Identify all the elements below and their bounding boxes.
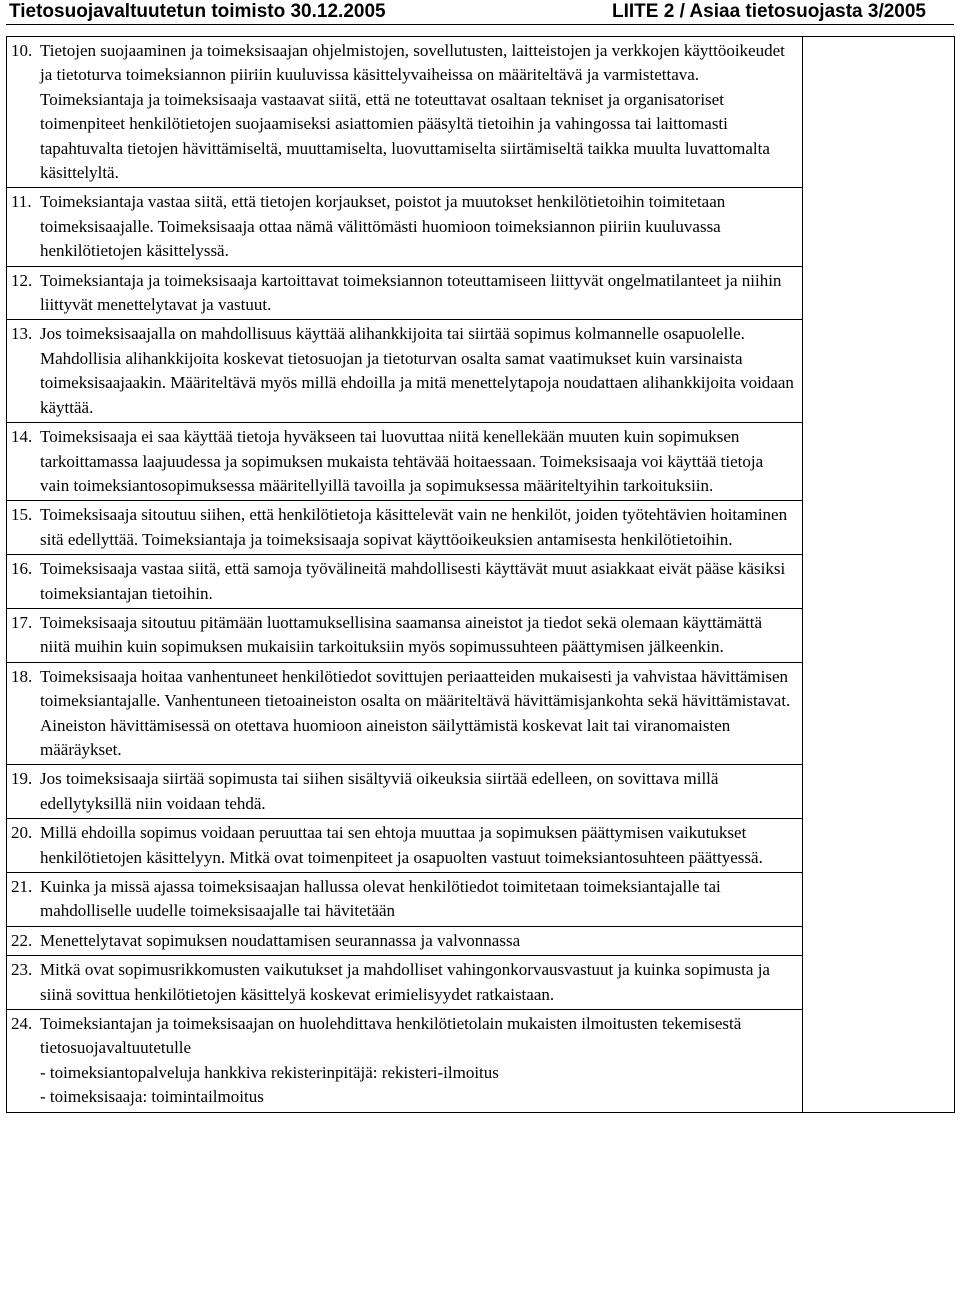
list-item bbox=[7, 267, 802, 320]
item-cell bbox=[7, 662, 803, 765]
item-cell bbox=[7, 501, 803, 555]
item-cell bbox=[7, 819, 803, 873]
item-cell bbox=[7, 555, 803, 609]
item-cell bbox=[7, 873, 803, 927]
item-number: 22. bbox=[11, 930, 33, 950]
item-cell bbox=[7, 188, 803, 266]
list-item bbox=[7, 765, 802, 818]
item-text: Toimeksisaaja sitoutuu siihen, että henkilötietoja käsittelevät vain ne henkilöt, joiden työtehtävien hoitaminen sitä edellyttää. Toimeksiantaja ja toimeksisaaja sopivat käyttöoikeuksien antamisesta henkilötietoihin. bbox=[40, 505, 788, 549]
item-text: Kuinka ja missä ajassa toimeksisaajan hallussa olevat henkilötiedot toimitetaan toimeksiantajalle tai mahdolliselle uudelle toimeksisaajalle tai hävitetään bbox=[40, 877, 721, 921]
right-blank-cell bbox=[803, 37, 955, 1113]
item-sub-line: - toimeksisaaja: toimintailmoitus bbox=[40, 1087, 264, 1107]
item-text: Toimeksisaaja sitoutuu pitämään luottamuksellisina saamansa aineistot ja tiedot sekä olemaan käyttämättä niitä muihin kuin sopimuksen mukaisiin tarkoituksiin myös sopimussuhteen päättymisen jälkeenkin. bbox=[40, 612, 763, 657]
item-number: 18. bbox=[11, 666, 33, 686]
item-cell bbox=[7, 266, 803, 320]
list-item bbox=[7, 927, 802, 955]
list-item bbox=[7, 609, 802, 662]
item-cell bbox=[7, 423, 803, 501]
item-cell bbox=[7, 320, 803, 423]
list-item bbox=[7, 188, 802, 265]
list-item bbox=[7, 423, 802, 500]
item-number: 24. bbox=[11, 1014, 33, 1034]
list-item bbox=[7, 873, 802, 926]
item-number: 21. bbox=[11, 877, 33, 896]
table-row bbox=[7, 37, 955, 188]
item-text: Mitkä ovat sopimusrikkomusten vaikutukset ja mahdolliset vahingonkorvausvastuut ja kuinka sopimusta ja siinä sovittua henkilötietojen käsittelyä koskevat erimielisyydet ratkaistaan. bbox=[40, 960, 770, 1004]
page-header bbox=[0, 0, 960, 30]
list-item bbox=[7, 1010, 802, 1112]
item-cell bbox=[7, 37, 803, 188]
header-rule bbox=[6, 24, 954, 25]
item-cell bbox=[7, 1010, 803, 1113]
item-number: 10. bbox=[11, 41, 33, 60]
item-number: 12. bbox=[11, 270, 33, 290]
item-text: Jos toimeksisaaja siirtää sopimusta tai siihen sisältyviä oikeuksia siirtää edelleen, on sovittava millä edellytyksillä niin voidaan tehdä. bbox=[40, 769, 719, 813]
item-cell bbox=[7, 765, 803, 819]
item-number: 11. bbox=[11, 192, 32, 212]
item-cell bbox=[7, 608, 803, 662]
item-number: 19. bbox=[11, 769, 33, 789]
list-item bbox=[7, 555, 802, 608]
item-number: 16. bbox=[11, 559, 33, 579]
item-text: Menettelytavat sopimuksen noudattamisen seurannassa ja valvonnassa bbox=[40, 930, 521, 950]
header-right-text: LIITE 2 / Asiaa tietosuojasta 3/2005 bbox=[612, 1, 926, 22]
item-text: Toimeksiantajan ja toimeksisaajan on huolehdittava henkilötietolain mukaisten ilmoitusten tekemisestä tietosuojavaltuutetulle bbox=[40, 1014, 742, 1058]
item-text: Toimeksisaaja hoitaa vanhentuneet henkilötiedot sovittujen periaatteiden mukaisesti ja vahvistaa hävittämisen toimeksiantajalle. Vanhentuneen tietoaineiston osalta on määriteltävä hävittämisjankohta sekä hävittämistavat. Aineiston hävittämisessä on otettava huomioon aineiston säilyttämistä koskevat lait tai viranomaisten määräykset. bbox=[40, 666, 791, 759]
item-number: 14. bbox=[11, 427, 33, 447]
item-text: Millä ehdoilla sopimus voidaan peruuttaa tai sen ehtoja muuttaa ja sopimuksen päättymisen vaikutukset henkilötietojen käsittelyyn. Mitkä ovat toimenpiteet ja osapuolten vastuut toimeksiantosuhteen päättyessä. bbox=[40, 823, 763, 867]
checklist-table bbox=[6, 36, 955, 1113]
item-text: Toimeksisaaja ei saa käyttää tietoja hyväkseen tai luovuttaa niitä kenellekään muuten kuin sopimuksen tarkoittamassa laajuudessa ja sopimuksen mukaista tehtävää hoitaessaan. Toimeksisaaja voi käyttää tietoja vain toimeksiantosopimuksessa määritellyillä tavoilla ja sopimuksessa määriteltyihin tarkoituksiin. bbox=[40, 427, 764, 495]
list-item bbox=[7, 819, 802, 872]
item-text: Toimeksiantaja vastaa siitä, että tietojen korjaukset, poistot ja muutokset henkilötietoihin toimitetaan toimeksisaajalle. Toimeksisaaja ottaa nämä välittömästi huomioon toimeksiannon piiriin kuuluvassa henkilötietojen käsittelyssä. bbox=[40, 192, 726, 261]
item-number: 20. bbox=[11, 823, 33, 843]
list-item bbox=[7, 956, 802, 1009]
item-text: Toimeksiantaja ja toimeksisaaja kartoittavat toimeksiannon toteuttamiseen liittyvät ongelmatilanteet ja niihin liittyvät menettelytavat ja vastuut. bbox=[40, 270, 782, 315]
list-item bbox=[7, 663, 802, 765]
item-cell bbox=[7, 926, 803, 955]
list-item bbox=[7, 37, 802, 187]
item-number: 15. bbox=[11, 505, 33, 525]
item-text: Jos toimeksisaajalla on mahdollisuus käyttää alihankkijoita tai siirtää sopimus kolmannelle osapuolelle. Mahdollisia alihankkijoita koskevat tietosuojan ja tietoturvan osalta samat vaatimukset kuin varsinaista toimeksisaajaakin. Määriteltävä myös millä ehdoilla ja mitä menettelytapoja noudattaen alihankkijoita voidaan käyttää. bbox=[40, 324, 794, 417]
item-number: 13. bbox=[11, 324, 33, 344]
item-number: 23. bbox=[11, 960, 33, 980]
item-text: Tietojen suojaaminen ja toimeksisaajan ohjelmistojen, sovellutusten, laitteistojen ja verkkojen käyttöoikeudet ja tietoturva toimeksiannon piiriin kuuluvissa käsittelyvaiheissa on määriteltävä ja varmistettava. Toimeksiantaja ja toimeksisaaja vastaavat siitä, että ne toteuttavat osaltaan tekniset ja organisatoriset toimenpiteet henkilötietojen suojaamiseksi asiattomien pääsyltä tietoihin ja vahingossa tai laittomasti tapahtuvalta tietojen hävittämiseltä, muuttamiselta, luovuttamiselta siirtämiseltä taikka muulta luvattomalta käsittelyltä. bbox=[40, 41, 785, 183]
item-number: 17. bbox=[11, 612, 33, 632]
item-cell bbox=[7, 956, 803, 1010]
item-text: Toimeksisaaja vastaa siitä, että samoja työvälineitä mahdollisesti käyttävät muut asiakkaat eivät pääse käsiksi toimeksiantajan tietoihin. bbox=[40, 559, 786, 603]
header-left-text: Tietosuojavaltuutetun toimisto 30.12.2005 bbox=[9, 1, 386, 22]
list-item bbox=[7, 501, 802, 554]
item-sub-line: - toimeksiantopalveluja hankkiva rekisterinpitäjä: rekisteri-ilmoitus bbox=[40, 1062, 499, 1082]
list-item bbox=[7, 320, 802, 422]
